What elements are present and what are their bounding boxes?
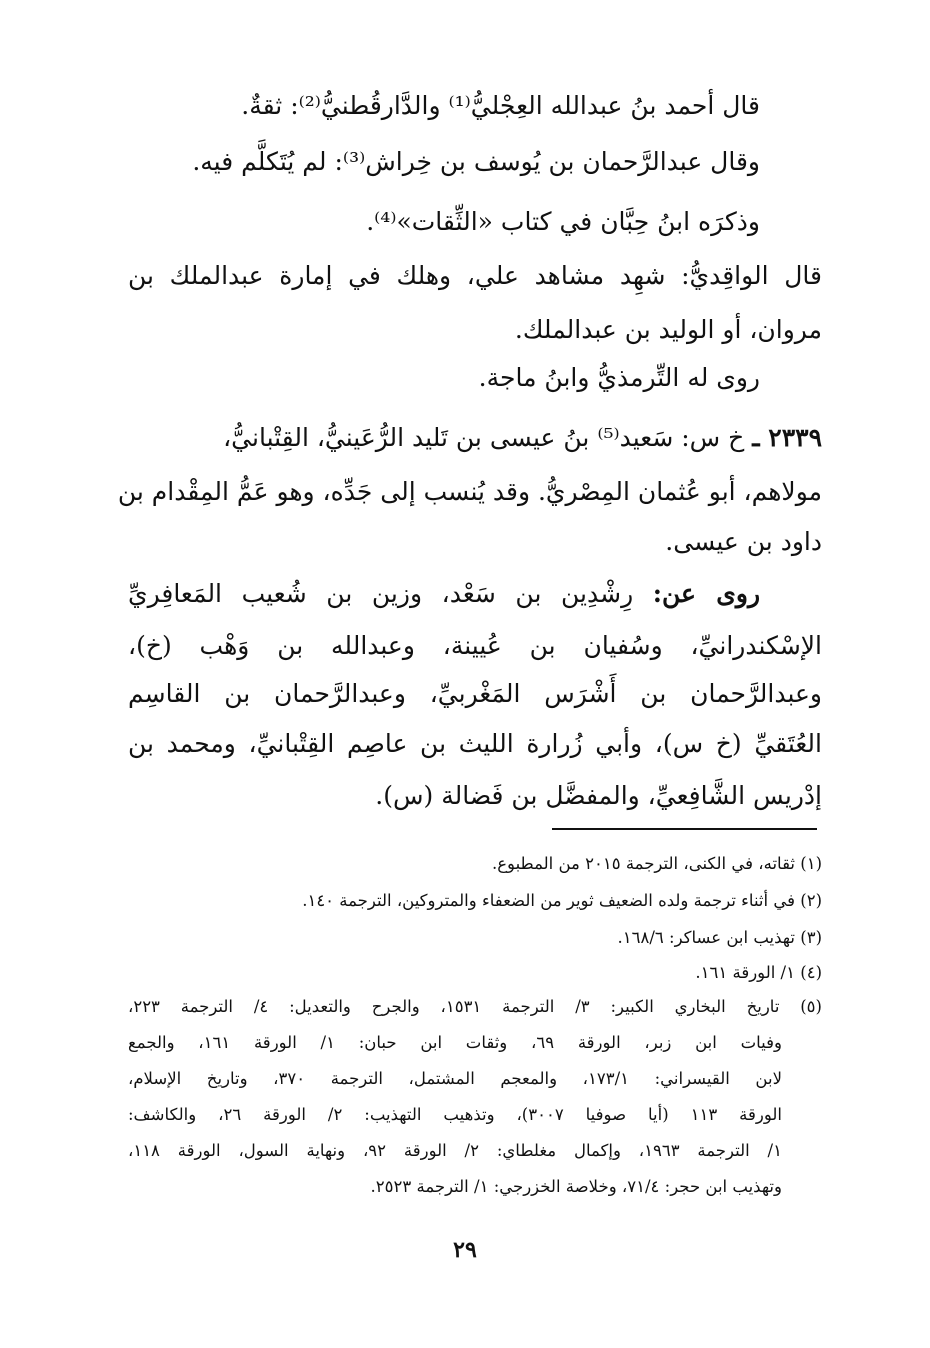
footnote: (٢) في أثناء ترجمة ولده الضعيف ثوير من الضعفاء والمتروكين، الترجمة ١٤٠. (302, 891, 822, 910)
footnote-separator (552, 828, 817, 830)
footnote: (١) ثقاته، في الكنى، الترجمة ٢٠١٥ من المطبوع. (491, 854, 822, 873)
body-line: روى له التِّرمذيُّ وابنُ ماجة. (478, 363, 760, 392)
body-line: الإسْكندرانيِّ، وسُفيان بن عُيينة، وعبدالله بن وَهْب (خ)، (128, 631, 822, 660)
rawa-label: روى عن: (652, 579, 761, 608)
footnote-continuation: ١/ الترجمة ١٩٦٣، وإكمال مغلطاي: ٢/ الورقة ٩٢، ونهاية السول، الورقة ١١٨، (128, 1141, 782, 1160)
entry-number: ٢٣٣٩ ـ (752, 423, 822, 452)
footnote: (٤) ١/ الورقة ١٦١. (695, 963, 822, 982)
body-line: إدْريس الشَّافِعيِّ، والمفضَّل بن فَضالة (س). (375, 781, 822, 810)
footnote: (٥) تاريخ البخاري الكبير: ٣/ الترجمة ١٥٣١، والجرح والتعديل: ٤/ الترجمة ٢٢٣، (128, 997, 822, 1016)
body-line: وقال عبدالرَّحمان بن يُوسف بن خِراش⁽³⁾: لم يُتَكلَّم فيه. (192, 147, 760, 176)
footnote-continuation: الورقة ١١٣ (أيا صوفيا ٣٠٠٧)، وتذهيب التهذيب: ٢/ الورقة ٢٦، والكاشف: (128, 1105, 782, 1124)
footnote-continuation: وتهذيب ابن حجر: ٧١/٤، وخلاصة الخزرجي: ١/ الترجمة ٢٥٢٣. (370, 1177, 782, 1196)
entry-heading-text: خ س: سَعيد⁽⁵⁾ بنُ عيسى بن تَليد الرُّعَينيُّ، القِتْبانيُّ، (223, 423, 745, 452)
footnote-continuation: وفيات ابن زبر، الورقة ٦٩، وثقات ابن حبان: ١/ الورقة ١٦١، والجمع (128, 1033, 782, 1052)
body-line: قال الواقِديُّ: شهِد مشاهد علي، وهلك في إمارة عبدالملك بن (128, 261, 822, 290)
rawa-line (128, 574, 760, 614)
body-line: وعبدالرَّحمان بن أَشْرَس المَغْربيِّ، وعبدالرَّحمان بن القاسِم (128, 679, 822, 708)
footnote-continuation: لابن القيسراني: ١٧٣/١، والمعجم المشتمل، الترجمة ٣٧٠، وتاريخ الإسلام، (128, 1069, 782, 1088)
body-line: مولاهم، أبو عُثمان المِصْريُّ. وقد يُنسب إلى جَدِّه، وهو عَمُّ المِقْدام بن (117, 477, 822, 506)
body-line: قال أحمد بنُ عبدالله العِجْليُّ⁽¹⁾ والدَّارقُطنيُّ⁽²⁾: ثقةٌ. (241, 91, 760, 120)
page-number: ٢٩ (453, 1237, 477, 1263)
body-line: وذكرَه ابنُ حِبَّان في كتاب «الثِّقات»⁽⁴⁾. (366, 207, 760, 236)
body-line: داود بن عيسى. (665, 527, 822, 556)
body-line: مروان، أو الوليد بن عبدالملك. (514, 315, 822, 344)
footnote: (٣) تهذيب ابن عساكر: ١٦٨/٦. (617, 928, 822, 947)
rawa-text: رِشْدِين بن سَعْد، وزين بن شُعيب المَعافِريِّ (128, 579, 634, 608)
body-line: العُتَقيِّ (خ س)، وأبي زُرارة الليث بن عاصِم القِتْبانيِّ، ومحمد بن (128, 729, 822, 758)
entry-heading (223, 418, 822, 458)
